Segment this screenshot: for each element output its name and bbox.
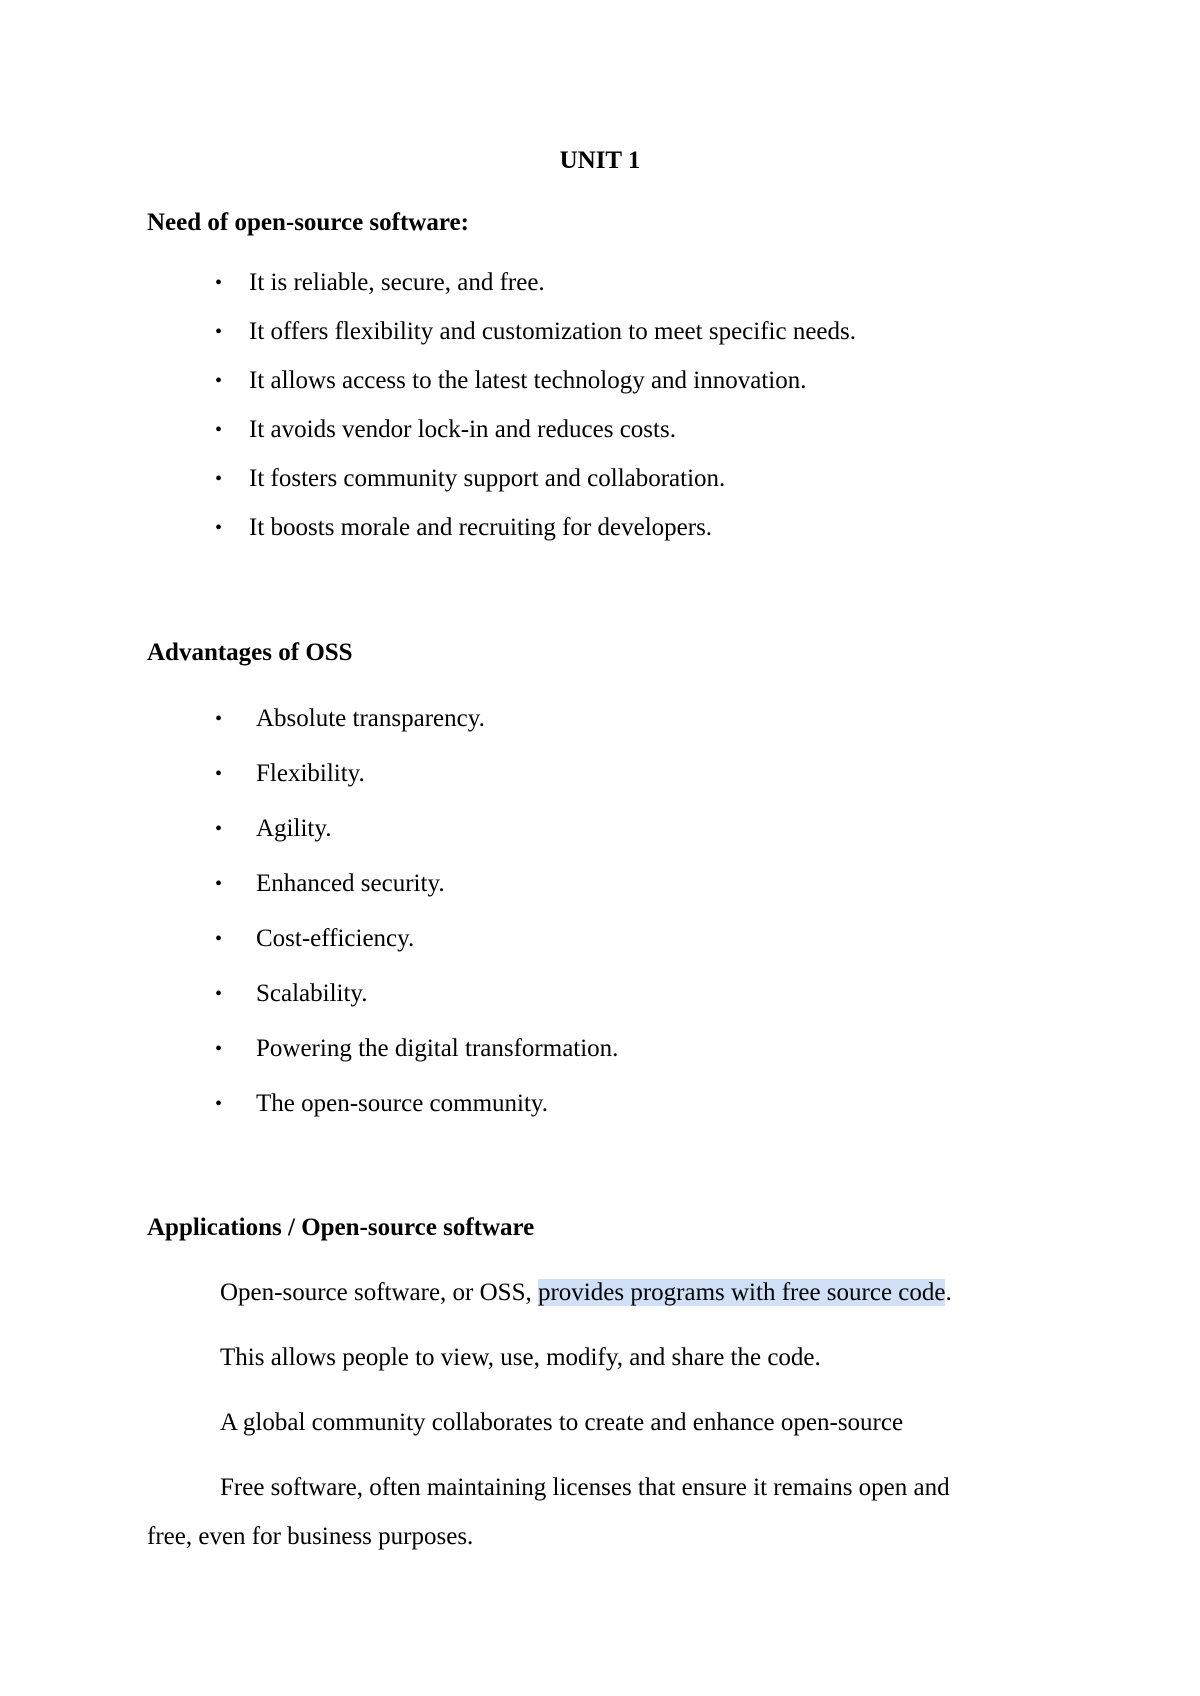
bullet-icon: • [215, 272, 223, 294]
bullet-icon: • [215, 983, 223, 1005]
section-heading-advantages: Advantages of OSS [147, 639, 353, 666]
bullet-icon: • [215, 517, 223, 539]
list-item-text: Absolute transparency. [256, 705, 485, 732]
section-heading-applications: Applications / Open-source software [147, 1214, 535, 1241]
list-item-text: The open-source community. [256, 1090, 549, 1117]
paragraph-text: . [945, 1279, 952, 1306]
paragraph-licenses-line1: Free software, often maintaining licenses that ensure it remains open and [220, 1474, 950, 1501]
paragraph-usage: This allows people to view, use, modify, and share the code. [220, 1344, 821, 1371]
bullet-icon: • [215, 1038, 223, 1060]
list-item-text: Powering the digital transformation. [256, 1035, 619, 1062]
list-item-text: Agility. [256, 815, 332, 842]
list-item-text: It fosters community support and collaboration. [249, 465, 726, 492]
bullet-icon: • [215, 708, 223, 730]
bullet-icon: • [215, 873, 223, 895]
bullet-icon: • [215, 370, 223, 392]
paragraph-text: Open-source software, or OSS, [220, 1279, 538, 1306]
section-heading-need: Need of open-source software: [147, 209, 469, 236]
list-item-text: It allows access to the latest technology and innovation. [249, 367, 807, 394]
list-item-text: Enhanced security. [256, 870, 445, 897]
list-item-text: It offers flexibility and customization to meet specific needs. [249, 318, 856, 345]
bullet-icon: • [215, 468, 223, 490]
bullet-icon: • [215, 1093, 223, 1115]
list-item-text: It avoids vendor lock-in and reduces costs. [249, 416, 676, 443]
selected-text[interactable]: provides programs with free source code [537, 1279, 946, 1306]
paragraph-oss-definition [220, 1278, 952, 1308]
bullet-icon: • [215, 419, 223, 441]
list-item-text: It is reliable, secure, and free. [249, 269, 545, 296]
page-title: UNIT 1 [559, 147, 641, 174]
list-item-text: Scalability. [256, 980, 368, 1007]
bullet-icon: • [215, 763, 223, 785]
paragraph-licenses-line2: free, even for business purposes. [147, 1523, 474, 1550]
list-item-text: Cost-efficiency. [256, 925, 415, 952]
bullet-icon: • [215, 928, 223, 950]
bullet-icon: • [215, 818, 223, 840]
list-item-text: It boosts morale and recruiting for developers. [249, 514, 713, 541]
paragraph-community: A global community collaborates to create and enhance open-source [220, 1409, 904, 1436]
list-item-text: Flexibility. [256, 760, 365, 787]
bullet-icon: • [215, 321, 223, 343]
